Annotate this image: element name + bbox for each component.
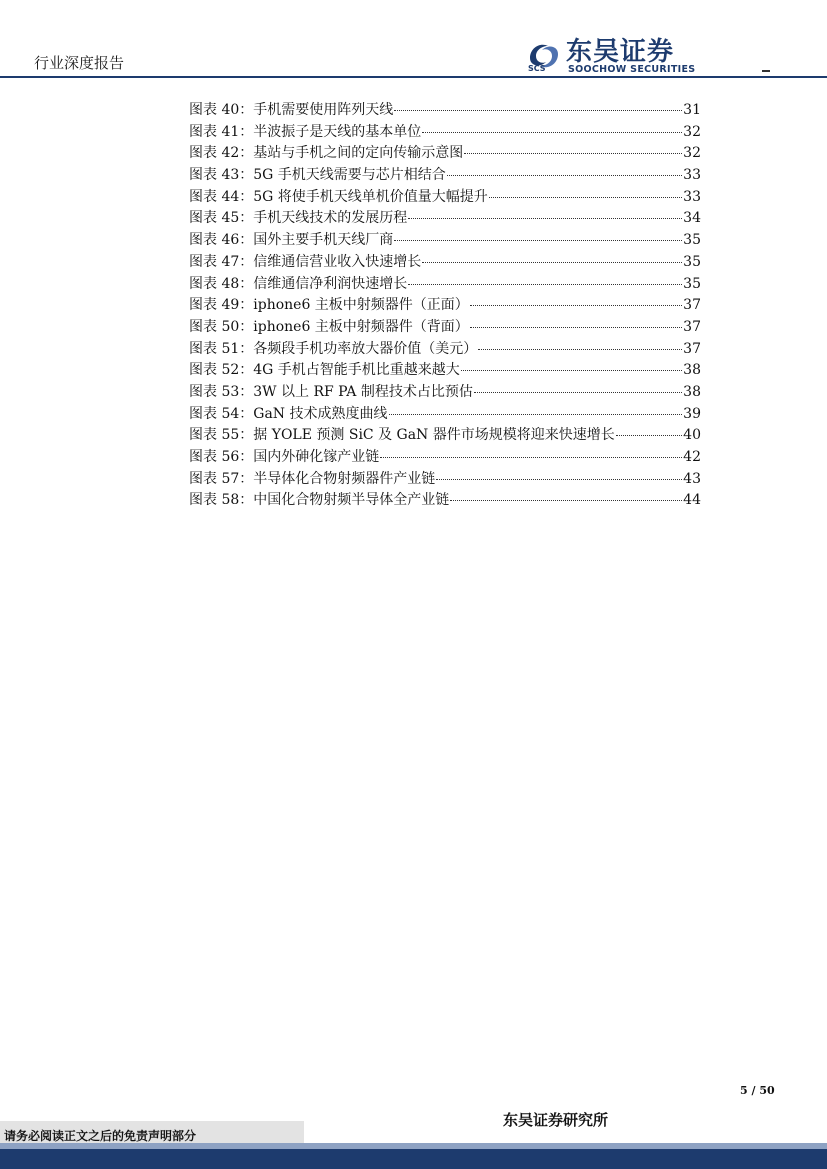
- toc-entry[interactable]: [189, 360, 701, 382]
- toc-entry-label[interactable]: 图表 56：国内外砷化镓产业链: [189, 449, 380, 465]
- toc-entry-label[interactable]: 图表 54：GaN 技术成熟度曲线: [189, 405, 388, 422]
- toc-leader-dots: [464, 153, 682, 154]
- toc-entry-page[interactable]: 40: [683, 427, 701, 444]
- toc-entry-label[interactable]: 图表 52：4G 手机占智能手机比重越来越大: [189, 362, 460, 379]
- toc-entry-page[interactable]: 35: [683, 232, 701, 249]
- toc-entry-label[interactable]: 图表 43：5G 手机天线需要与芯片相结合: [189, 167, 446, 184]
- toc-entry-page[interactable]: 38: [683, 362, 701, 379]
- toc-leader-dots: [422, 132, 682, 133]
- toc-entry-label[interactable]: 图表 46：国外主要手机天线厂商: [189, 232, 394, 249]
- toc-entry-label[interactable]: 图表 51：各频段手机功率放大器价值（美元）: [189, 340, 478, 357]
- logo-abbreviation: SCS: [528, 64, 546, 73]
- toc-leader-dots: [478, 349, 682, 350]
- toc-entry-page[interactable]: 37: [683, 318, 701, 335]
- toc-leader-dots: [450, 500, 682, 501]
- toc-entry-label[interactable]: 图表 53：3W 以上 RF PA 制程技术占比预估: [189, 383, 473, 400]
- toc-leader-dots: [394, 110, 682, 111]
- toc-entry[interactable]: [189, 425, 701, 447]
- toc-entry-page[interactable]: 42: [683, 449, 701, 465]
- toc-entry-page[interactable]: 44: [683, 492, 701, 509]
- toc-entry-label[interactable]: 图表 42：基站与手机之间的定向传输示意图: [189, 145, 464, 162]
- toc-entry-page[interactable]: 34: [683, 210, 701, 227]
- toc-entry[interactable]: [189, 143, 701, 165]
- toc-leader-dots: [408, 284, 682, 285]
- toc-leader-dots: [470, 327, 682, 328]
- toc-leader-dots: [470, 305, 682, 306]
- header-dash: [762, 70, 770, 72]
- toc-entry-label[interactable]: 图表 40：手机需要使用阵列天线: [189, 102, 394, 118]
- toc-entry-label[interactable]: 图表 47：信维通信营业收入快速增长: [189, 253, 422, 270]
- toc-leader-dots: [461, 370, 682, 371]
- toc-entry[interactable]: [189, 252, 701, 274]
- toc-entry-label[interactable]: 图表 41：半波振子是天线的基本单位: [189, 123, 422, 140]
- toc-entry[interactable]: [189, 208, 701, 230]
- toc-entry[interactable]: [189, 230, 701, 252]
- toc-entry-page[interactable]: 38: [683, 383, 701, 400]
- toc-entry[interactable]: [189, 339, 701, 361]
- toc-entry[interactable]: [189, 447, 701, 469]
- toc-entry[interactable]: [189, 295, 701, 317]
- toc-entry-page[interactable]: 35: [683, 253, 701, 270]
- toc-leader-dots: [380, 457, 682, 458]
- toc-entry-page[interactable]: 37: [683, 340, 701, 357]
- toc-entry[interactable]: [189, 404, 701, 426]
- toc-leader-dots: [389, 414, 683, 415]
- report-category: 行业深度报告: [34, 54, 125, 72]
- toc-entry-page[interactable]: 33: [683, 167, 701, 184]
- toc-entry[interactable]: [189, 274, 701, 296]
- toc-entry[interactable]: [189, 165, 701, 187]
- toc-leader-dots: [394, 240, 682, 241]
- toc-entry[interactable]: [189, 382, 701, 404]
- toc-entry-label[interactable]: 图表 50：iphone6 主板中射频器件（背面）: [189, 318, 469, 335]
- figure-list: [189, 100, 701, 512]
- toc-entry-page[interactable]: 35: [683, 275, 701, 292]
- toc-entry-page[interactable]: 31: [683, 102, 701, 118]
- toc-entry-page[interactable]: 39: [683, 405, 701, 422]
- toc-entry-label[interactable]: 图表 55：据 YOLE 预测 SiC 及 GaN 器件市场规模将迎来快速增长: [189, 427, 615, 444]
- toc-entry-label[interactable]: 图表 57：半导体化合物射频器件产业链: [189, 470, 436, 487]
- toc-entry-page[interactable]: 37: [683, 297, 701, 314]
- toc-leader-dots: [616, 435, 682, 436]
- toc-leader-dots: [489, 197, 682, 198]
- toc-leader-dots: [447, 175, 682, 176]
- toc-entry[interactable]: [189, 469, 701, 491]
- toc-entry-page[interactable]: 33: [683, 188, 701, 205]
- toc-entry-page[interactable]: 43: [683, 470, 701, 487]
- logo-name-cn: 东吴证券: [566, 37, 675, 67]
- toc-entry[interactable]: [189, 317, 701, 339]
- toc-leader-dots: [436, 479, 682, 480]
- company-logo: [526, 38, 696, 78]
- page-number: 5 / 50: [740, 1084, 775, 1097]
- toc-entry-label[interactable]: 图表 44：5G 将使手机天线单机价值量大幅提升: [189, 188, 488, 205]
- toc-entry-page[interactable]: 32: [683, 123, 701, 140]
- footer-band: [0, 1149, 827, 1169]
- toc-entry-label[interactable]: 图表 48：信维通信净利润快速增长: [189, 275, 408, 292]
- toc-entry[interactable]: [189, 100, 701, 122]
- toc-entry[interactable]: [189, 187, 701, 209]
- logo-name-en: SOOCHOW SECURITIES: [568, 64, 696, 75]
- toc-leader-dots: [474, 392, 682, 393]
- header-rule: [0, 76, 827, 78]
- toc-entry[interactable]: [189, 490, 701, 512]
- toc-leader-dots: [422, 262, 682, 263]
- disclaimer-notice: 请务必阅读正文之后的免责声明部分: [4, 1129, 197, 1143]
- toc-leader-dots: [408, 218, 682, 219]
- toc-entry-label[interactable]: 图表 45：手机天线技术的发展历程: [189, 210, 408, 227]
- toc-entry-label[interactable]: 图表 58：中国化合物射频半导体全产业链: [189, 492, 450, 509]
- toc-entry-page[interactable]: 32: [683, 145, 701, 162]
- footer-organization: 东吴证券研究所: [503, 1111, 609, 1129]
- toc-entry-label[interactable]: 图表 49：iphone6 主板中射频器件（正面）: [189, 297, 469, 314]
- toc-entry[interactable]: [189, 122, 701, 144]
